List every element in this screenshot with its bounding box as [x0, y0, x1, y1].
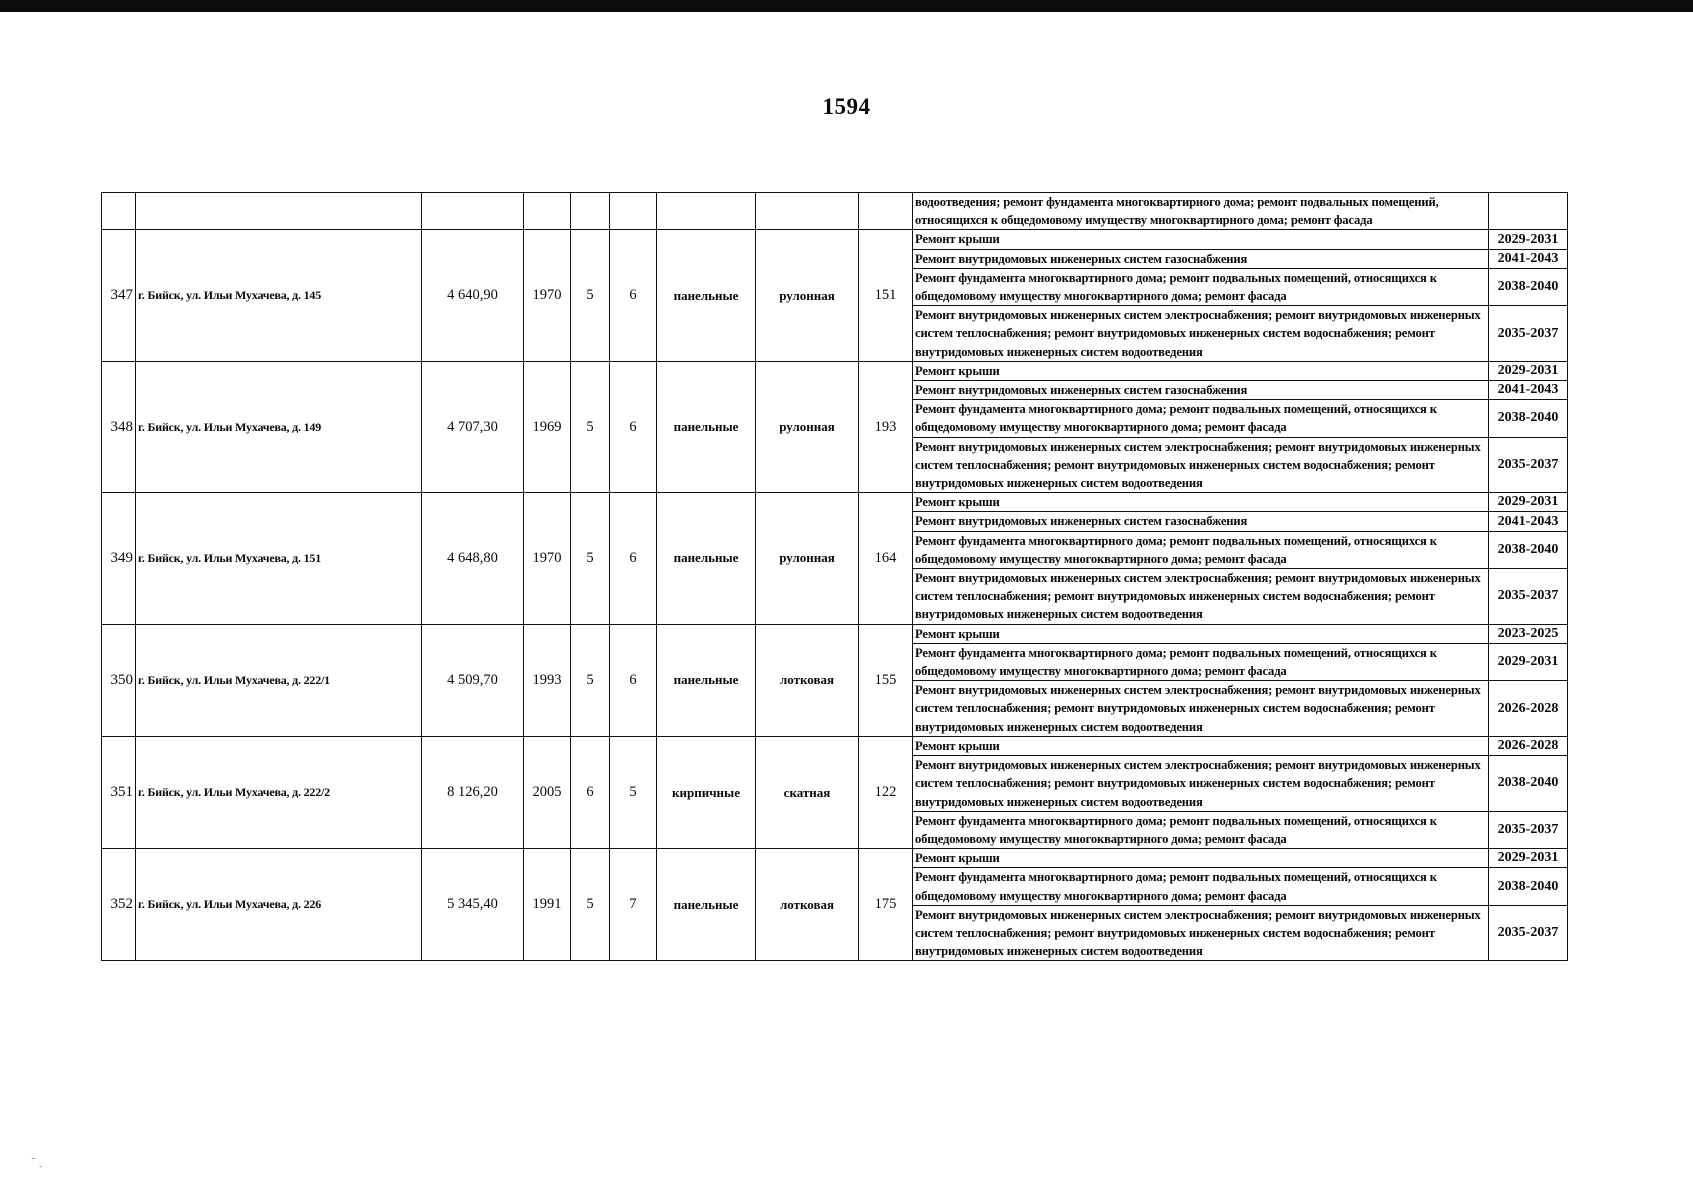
- carryover-row: [102, 193, 1568, 230]
- year-cell: 2005: [524, 736, 571, 848]
- work-type-cell: Ремонт фундамента многоквартирного дома; ремонт подвальных помещений, относящихся к общедомовому имуществу многоквартирного дома; ремонт фасада: [913, 811, 1489, 848]
- residents-cell: 193: [859, 361, 913, 492]
- address-cell: г. Бийск, ул. Ильи Мухачева, д. 222/2: [136, 736, 422, 848]
- carryover-empty-cell: [422, 193, 524, 230]
- residents-cell: 122: [859, 736, 913, 848]
- wall-material-cell: панельные: [657, 493, 756, 624]
- row-number: 348: [102, 361, 136, 492]
- work-period-cell: 2038-2040: [1489, 268, 1568, 305]
- wall-material-cell: панельные: [657, 361, 756, 492]
- row-number: 347: [102, 230, 136, 361]
- carryover-empty-cell: [756, 193, 859, 230]
- work-period-cell: 2029-2031: [1489, 849, 1568, 868]
- floors-cell: 5: [571, 230, 610, 361]
- work-type-cell: Ремонт фундамента многоквартирного дома; ремонт подвальных помещений, относящихся к общедомовому имуществу многоквартирного дома; ремонт фасада: [913, 400, 1489, 437]
- scan-artifact: ᐨ ˏ: [31, 1154, 43, 1168]
- work-type-cell: Ремонт внутридомовых инженерных систем электроснабжения; ремонт внутридомовых инженерных систем теплоснабжения; ремонт внутридомовых инженерных систем водоснабжения; ремонт внутридомовых инженерных систем водоотведения: [913, 569, 1489, 625]
- work-type-cell: Ремонт внутридомовых инженерных систем электроснабжения; ремонт внутридомовых инженерных систем теплоснабжения; ремонт внутридомовых инженерных систем водоснабжения; ремонт внутридомовых инженерных систем водоотведения: [913, 905, 1489, 961]
- entrances-cell: 6: [610, 493, 657, 624]
- work-type-cell: Ремонт крыши: [913, 230, 1489, 249]
- work-type-cell: Ремонт внутридомовых инженерных систем газоснабжения: [913, 381, 1489, 400]
- address-cell: г. Бийск, ул. Ильи Мухачева, д. 151: [136, 493, 422, 624]
- carryover-work-cell: водоотведения; ремонт фундамента многоквартирного дома; ремонт подвальных помещений, относящихся к общедомовому имуществу многоквартирного дома; ремонт фасада: [913, 193, 1489, 230]
- building-row: [102, 493, 1568, 512]
- work-type-cell: Ремонт внутридомовых инженерных систем газоснабжения: [913, 512, 1489, 531]
- floors-cell: 6: [571, 736, 610, 848]
- scan-top-border: [0, 0, 1693, 12]
- work-type-cell: Ремонт фундамента многоквартирного дома; ремонт подвальных помещений, относящихся к общедомовому имуществу многоквартирного дома; ремонт фасада: [913, 531, 1489, 568]
- building-row: [102, 849, 1568, 868]
- wall-material-cell: кирпичные: [657, 736, 756, 848]
- carryover-empty-cell: [102, 193, 136, 230]
- area-cell: 4 707,30: [422, 361, 524, 492]
- carryover-empty-cell: [524, 193, 571, 230]
- work-period-cell: 2041-2043: [1489, 381, 1568, 400]
- roof-type-cell: лотковая: [756, 624, 859, 736]
- entrances-cell: 5: [610, 736, 657, 848]
- address-cell: г. Бийск, ул. Ильи Мухачева, д. 149: [136, 361, 422, 492]
- entrances-cell: 6: [610, 624, 657, 736]
- roof-type-cell: рулонная: [756, 493, 859, 624]
- row-number: 349: [102, 493, 136, 624]
- work-type-cell: Ремонт внутридомовых инженерных систем электроснабжения; ремонт внутридомовых инженерных систем теплоснабжения; ремонт внутридомовых инженерных систем водоснабжения; ремонт внутридомовых инженерных систем водоотведения: [913, 306, 1489, 362]
- work-period-cell: 2029-2031: [1489, 361, 1568, 380]
- address-cell: г. Бийск, ул. Ильи Мухачева, д. 226: [136, 849, 422, 961]
- year-cell: 1991: [524, 849, 571, 961]
- row-number: 352: [102, 849, 136, 961]
- registry-body: [102, 193, 1568, 961]
- building-row: [102, 361, 1568, 380]
- work-period-cell: 2041-2043: [1489, 512, 1568, 531]
- building-row: [102, 624, 1568, 643]
- year-cell: 1993: [524, 624, 571, 736]
- area-cell: 5 345,40: [422, 849, 524, 961]
- work-period-cell: 2035-2037: [1489, 437, 1568, 493]
- work-type-cell: Ремонт фундамента многоквартирного дома; ремонт подвальных помещений, относящихся к общедомовому имуществу многоквартирного дома; ремонт фасада: [913, 643, 1489, 680]
- year-cell: 1969: [524, 361, 571, 492]
- work-period-cell: 2026-2028: [1489, 736, 1568, 755]
- roof-type-cell: рулонная: [756, 361, 859, 492]
- housing-registry-table: [101, 192, 1568, 961]
- residents-cell: 151: [859, 230, 913, 361]
- residents-cell: 164: [859, 493, 913, 624]
- work-type-cell: Ремонт крыши: [913, 624, 1489, 643]
- floors-cell: 5: [571, 361, 610, 492]
- row-number: 350: [102, 624, 136, 736]
- work-period-cell: 2029-2031: [1489, 643, 1568, 680]
- work-type-cell: Ремонт внутридомовых инженерных систем газоснабжения: [913, 249, 1489, 268]
- floors-cell: 5: [571, 624, 610, 736]
- page-number: 1594: [822, 94, 871, 119]
- area-cell: 4 648,80: [422, 493, 524, 624]
- work-type-cell: Ремонт внутридомовых инженерных систем электроснабжения; ремонт внутридомовых инженерных систем теплоснабжения; ремонт внутридомовых инженерных систем водоснабжения; ремонт внутридомовых инженерных систем водоотведения: [913, 756, 1489, 812]
- area-cell: 8 126,20: [422, 736, 524, 848]
- roof-type-cell: лотковая: [756, 849, 859, 961]
- area-cell: 4 509,70: [422, 624, 524, 736]
- work-type-cell: Ремонт внутридомовых инженерных систем электроснабжения; ремонт внутридомовых инженерных систем теплоснабжения; ремонт внутридомовых инженерных систем водоснабжения; ремонт внутридомовых инженерных систем водоотведения: [913, 437, 1489, 493]
- work-type-cell: Ремонт крыши: [913, 361, 1489, 380]
- entrances-cell: 6: [610, 230, 657, 361]
- floors-cell: 5: [571, 493, 610, 624]
- work-type-cell: Ремонт фундамента многоквартирного дома; ремонт подвальных помещений, относящихся к общедомовому имуществу многоквартирного дома; ремонт фасада: [913, 268, 1489, 305]
- wall-material-cell: панельные: [657, 624, 756, 736]
- year-cell: 1970: [524, 493, 571, 624]
- work-period-cell: 2038-2040: [1489, 756, 1568, 812]
- roof-type-cell: рулонная: [756, 230, 859, 361]
- work-period-cell: 2029-2031: [1489, 230, 1568, 249]
- work-period-cell: 2035-2037: [1489, 569, 1568, 625]
- work-period-cell: 2029-2031: [1489, 493, 1568, 512]
- work-period-cell: 2035-2037: [1489, 811, 1568, 848]
- work-type-cell: Ремонт фундамента многоквартирного дома; ремонт подвальных помещений, относящихся к общедомовому имуществу многоквартирного дома; ремонт фасада: [913, 868, 1489, 905]
- work-period-cell: 2038-2040: [1489, 868, 1568, 905]
- year-cell: 1970: [524, 230, 571, 361]
- work-type-cell: Ремонт крыши: [913, 736, 1489, 755]
- roof-type-cell: скатная: [756, 736, 859, 848]
- residents-cell: 175: [859, 849, 913, 961]
- row-number: 351: [102, 736, 136, 848]
- address-cell: г. Бийск, ул. Ильи Мухачева, д. 145: [136, 230, 422, 361]
- building-row: [102, 736, 1568, 755]
- entrances-cell: 7: [610, 849, 657, 961]
- area-cell: 4 640,90: [422, 230, 524, 361]
- work-period-cell: 2035-2037: [1489, 905, 1568, 961]
- residents-cell: 155: [859, 624, 913, 736]
- wall-material-cell: панельные: [657, 230, 756, 361]
- wall-material-cell: панельные: [657, 849, 756, 961]
- carryover-empty-cell: [571, 193, 610, 230]
- building-row: [102, 230, 1568, 249]
- entrances-cell: 6: [610, 361, 657, 492]
- carryover-empty-cell: [610, 193, 657, 230]
- floors-cell: 5: [571, 849, 610, 961]
- work-type-cell: Ремонт крыши: [913, 493, 1489, 512]
- work-period-cell: 2038-2040: [1489, 531, 1568, 568]
- carryover-empty-cell: [136, 193, 422, 230]
- work-period-cell: 2035-2037: [1489, 306, 1568, 362]
- work-type-cell: Ремонт крыши: [913, 849, 1489, 868]
- carryover-empty-cell: [657, 193, 756, 230]
- carryover-empty-cell: [859, 193, 913, 230]
- work-period-cell: 2026-2028: [1489, 681, 1568, 737]
- carryover-empty-cell: [1489, 193, 1568, 230]
- work-type-cell: Ремонт внутридомовых инженерных систем электроснабжения; ремонт внутридомовых инженерных систем теплоснабжения; ремонт внутридомовых инженерных систем водоснабжения; ремонт внутридомовых инженерных систем водоотведения: [913, 681, 1489, 737]
- work-period-cell: 2038-2040: [1489, 400, 1568, 437]
- work-period-cell: 2041-2043: [1489, 249, 1568, 268]
- address-cell: г. Бийск, ул. Ильи Мухачева, д. 222/1: [136, 624, 422, 736]
- work-period-cell: 2023-2025: [1489, 624, 1568, 643]
